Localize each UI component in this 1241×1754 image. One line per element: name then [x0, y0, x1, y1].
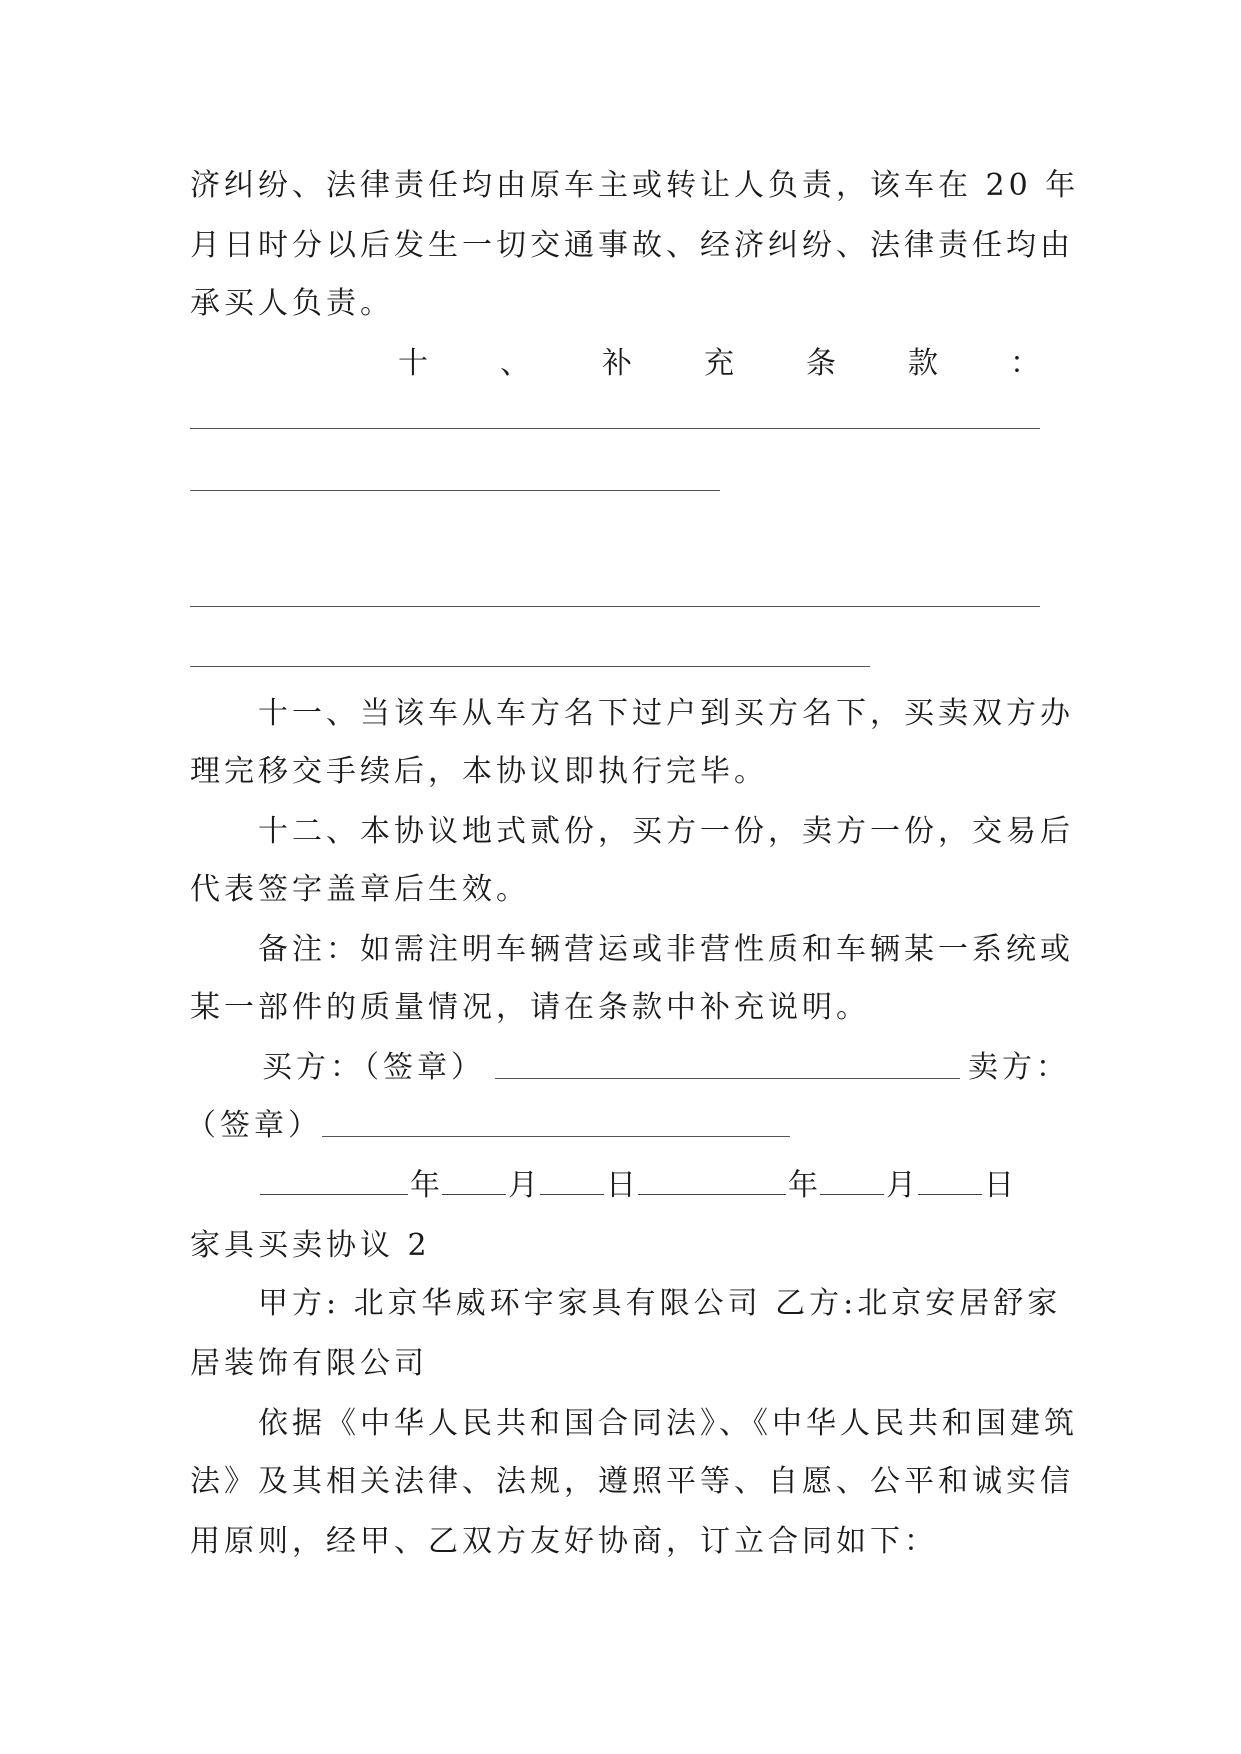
fill-in-blank-line [190, 666, 870, 667]
parties-line: 居装饰有限公司 [190, 1346, 428, 1381]
fill-in-blank-line [190, 428, 1040, 429]
paragraph-line: 承买人负责。 [190, 286, 394, 321]
clause-12-line: 代表签字盖章后生效。 [190, 872, 530, 907]
fill-in-blank-line [190, 490, 720, 491]
note-line: 备注：如需注明车辆营运或非营性质和车辆某一系统或 [258, 932, 1074, 967]
note-line: 某一部件的质量情况，请在条款中补充说明。 [190, 990, 870, 1025]
date-line: 年 月 日 年 月 日 [258, 1166, 1058, 1206]
seller-seal-label: （签章） [186, 1108, 322, 1143]
buyer-signature-blank [495, 1078, 960, 1079]
seller-signature-label: 卖方： [968, 1050, 1070, 1085]
signature-line [262, 1048, 1062, 1088]
basis-line: 依据《中华人民共和国合同法》、《中华人民共和国建筑 [258, 1406, 1078, 1441]
paragraph-line: 济纠纷、法律责任均由原车主或转让人负责，该车在 20 年 [190, 168, 1080, 203]
paragraph-line: 月日时分以后发生一切交通事故、经济纠纷、法律责任均由 [190, 228, 1074, 263]
basis-line: 用原则，经甲、乙双方友好协商，订立合同如下： [190, 1524, 938, 1559]
seller-signature-blank [322, 1136, 790, 1137]
clause-11-line: 理完移交手续后，本协议即执行完毕。 [190, 754, 768, 789]
clause-11-line: 十一、当该车从车方名下过户到买方名下，买卖双方办 [258, 696, 1074, 731]
basis-line: 法》及其相关法律、法规，遵照平等、自愿、公平和诚实信 [190, 1464, 1074, 1499]
document-title: 家具买卖协议 2 [190, 1228, 431, 1263]
clause-10-heading: 十 、 补 充 条 款 ： [398, 346, 1040, 381]
buyer-signature-label: 买方：（签章） [262, 1050, 485, 1085]
fill-in-blank-line [190, 606, 1040, 607]
parties-line: 甲方: 北京华威环宇家具有限公司 乙方:北京安居舒家 [258, 1286, 1062, 1321]
clause-12-line: 十二、本协议地式贰份，买方一份，卖方一份，交易后 [258, 814, 1074, 849]
